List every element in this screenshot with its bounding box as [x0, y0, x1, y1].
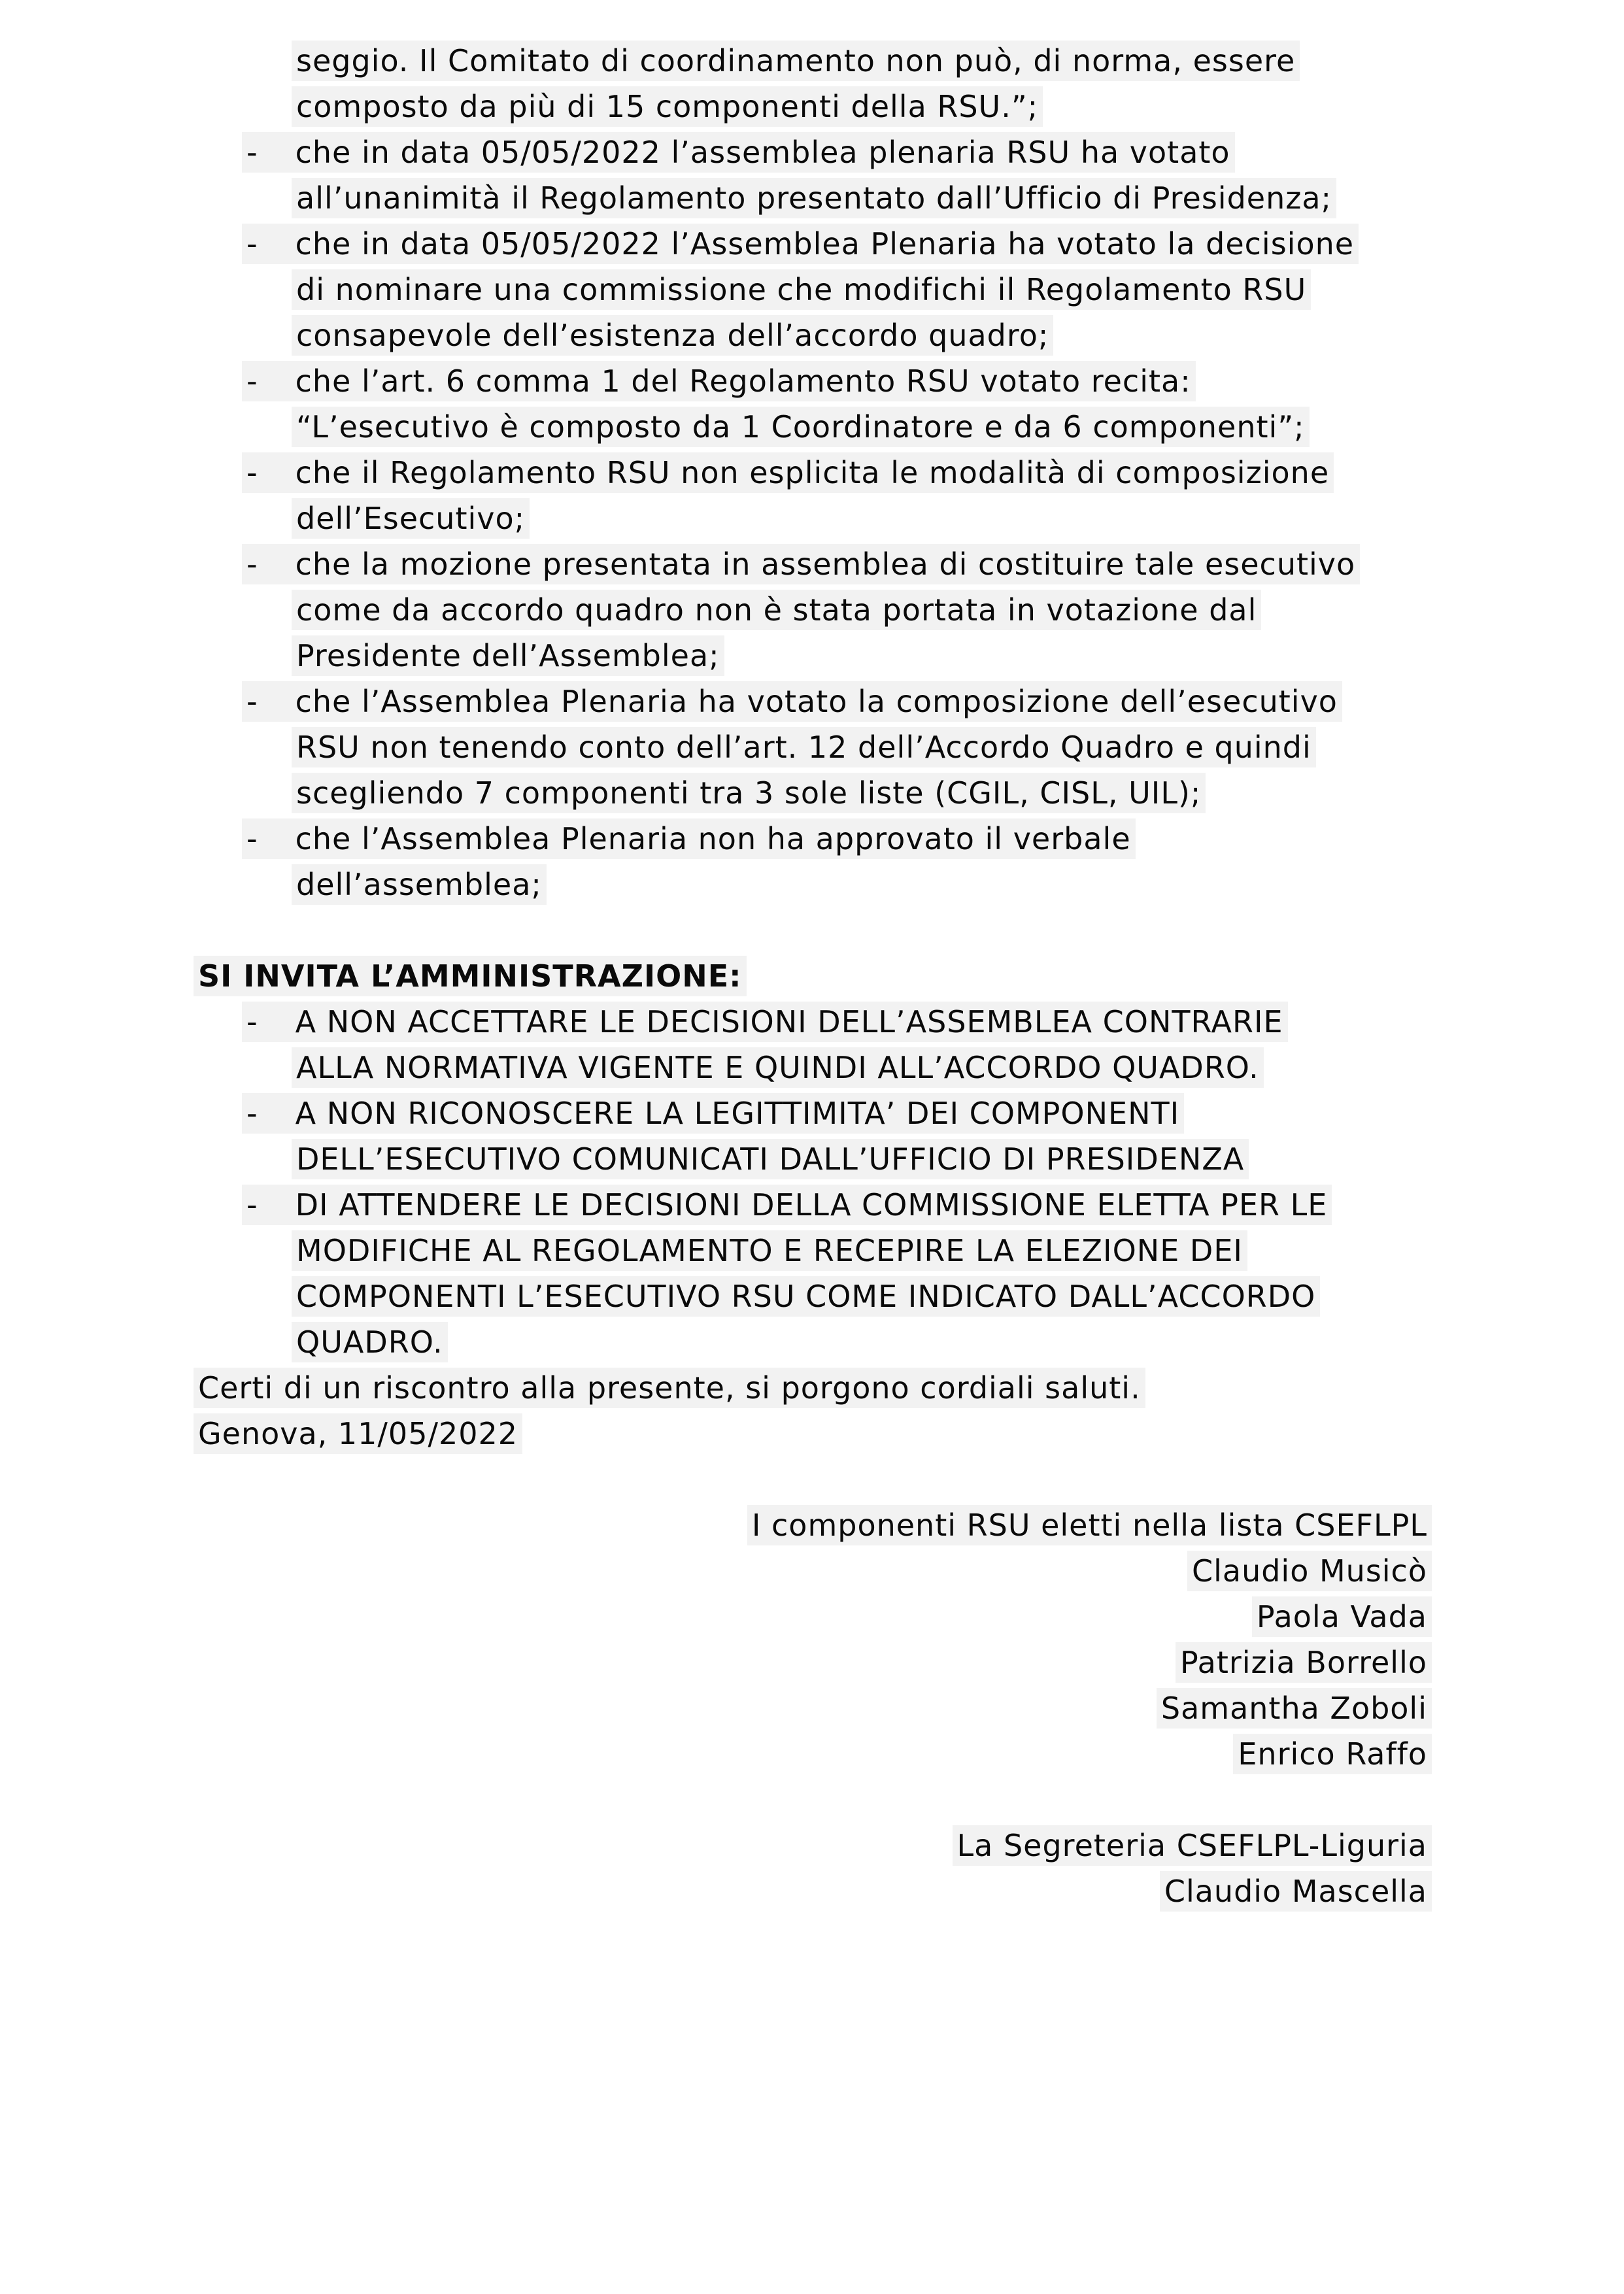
premise-bullet-continuation [292, 175, 1624, 221]
premise-bullet-item [242, 450, 1624, 496]
dateline: Genova, 11/05/2022 [194, 1413, 522, 1454]
invite-bullet-continuation [292, 1045, 1624, 1090]
invite-bullet-item [242, 1182, 1624, 1228]
bullet-marker: - [246, 821, 258, 856]
bullet-marker: - [246, 1187, 258, 1223]
intro-line [292, 38, 1624, 84]
premise-bullet-line: che l’Assemblea Plenaria ha votato la composizione dell’esecutivo [295, 684, 1338, 719]
signature-caption-row [0, 1502, 1432, 1548]
signatory-name: Patrizia Borrello [1176, 1642, 1432, 1683]
signature-caption: I componenti RSU eletti nella lista CSEFLPL [747, 1505, 1432, 1545]
bullet-marker: - [246, 363, 258, 399]
invite-bullet-line: A NON ACCETTARE LE DECISIONI DELL’ASSEMBLEA CONTRARIE [295, 1004, 1283, 1039]
signatory-row [0, 1594, 1432, 1640]
invite-bullet-line: QUADRO. [292, 1322, 448, 1362]
premise-bullet-continuation [292, 862, 1624, 907]
premise-bullet-line: che il Regolamento RSU non esplicita le modalità di composizione [295, 455, 1330, 490]
signatory-row [0, 1548, 1432, 1594]
premise-bullet-continuation [292, 404, 1624, 450]
closing-line: Certi di un riscontro alla presente, si porgono cordiali saluti. [194, 1368, 1145, 1408]
premise-bullet-line: come da accordo quadro non è stata portata in votazione dal [292, 590, 1261, 630]
premise-bullet-line: dell’assemblea; [292, 864, 547, 905]
signatory-name: Enrico Raffo [1233, 1734, 1432, 1774]
invite-heading-row [194, 953, 1624, 999]
premise-bullet-item [242, 221, 1624, 267]
bullet-marker: - [246, 547, 258, 582]
blank-line [0, 907, 1624, 953]
premise-bullet-continuation [292, 267, 1624, 312]
signatory-name: Claudio Musicò [1187, 1551, 1432, 1591]
signature-caption: La Segreteria CSEFLPL-Liguria [953, 1825, 1432, 1866]
intro-line-text: seggio. Il Comitato di coordinamento non può, di norma, essere [292, 41, 1300, 81]
bullet-marker: - [246, 455, 258, 490]
signature-caption-row [0, 1823, 1432, 1868]
bullet-marker: - [246, 1096, 258, 1131]
premise-bullet-line: che la mozione presentata in assemblea di costituire tale esecutivo [295, 547, 1356, 582]
invite-bullet-continuation [292, 1228, 1624, 1274]
dateline-row [194, 1411, 1624, 1457]
invite-bullet-continuation [292, 1136, 1624, 1182]
intro-line [292, 84, 1624, 129]
premise-bullet-line: Presidente dell’Assemblea; [292, 635, 724, 676]
bullet-marker: - [246, 1004, 258, 1039]
signatory-name: Samantha Zoboli [1157, 1688, 1432, 1729]
premise-bullet-continuation [292, 496, 1624, 541]
signatory-name: Paola Vada [1252, 1596, 1432, 1637]
premise-bullet-item [242, 129, 1624, 175]
bullet-marker: - [246, 226, 258, 261]
blank-line [0, 1777, 1624, 1823]
invite-bullet-line: ALLA NORMATIVA VIGENTE E QUINDI ALL’ACCORDO QUADRO. [292, 1047, 1264, 1088]
premise-bullet-item [242, 358, 1624, 404]
premise-bullet-line: di nominare una commissione che modifichi il Regolamento RSU [292, 269, 1311, 310]
invite-bullet-line: COMPONENTI L’ESECUTIVO RSU COME INDICATO DALL’ACCORDO [292, 1276, 1320, 1317]
premise-bullet-line: RSU non tenendo conto dell’art. 12 dell’Accordo Quadro e quindi [292, 727, 1316, 767]
invite-bullet-line: A NON RICONOSCERE LA LEGITTIMITA’ DEI COMPONENTI [295, 1096, 1180, 1131]
premise-bullet-continuation [292, 587, 1624, 633]
premise-bullet-line: che l’Assemblea Plenaria non ha approvato il verbale [295, 821, 1131, 856]
invite-bullet-line: DI ATTENDERE LE DECISIONI DELLA COMMISSIONE ELETTA PER LE [295, 1187, 1328, 1223]
premise-bullet-line: consapevole dell’esistenza dell’accordo quadro; [292, 315, 1053, 356]
premise-bullet-line: che l’art. 6 comma 1 del Regolamento RSU votato recita: [295, 363, 1191, 399]
premise-bullet-item [242, 541, 1624, 587]
invite-bullet-item [242, 1090, 1624, 1136]
premise-bullet-continuation [292, 770, 1624, 816]
intro-line-text: composto da più di 15 componenti della RSU.”; [292, 86, 1043, 127]
premise-bullet-line: che in data 05/05/2022 l’assemblea plenaria RSU ha votato [295, 135, 1230, 170]
letter-body [0, 38, 1624, 1914]
invite-bullet-continuation [292, 1274, 1624, 1319]
invite-bullet-line: MODIFICHE AL REGOLAMENTO E RECEPIRE LA ELEZIONE DEI [292, 1230, 1247, 1271]
premise-bullet-line: “L’esecutivo è composto da 1 Coordinatore e da 6 componenti”; [292, 407, 1310, 447]
premise-bullet-line: che in data 05/05/2022 l’Assemblea Plenaria ha votato la decisione [295, 226, 1355, 261]
premise-bullet-item [242, 679, 1624, 724]
invite-bullet-item [242, 999, 1624, 1045]
signatory-row [0, 1685, 1432, 1731]
premise-bullet-line: dell’Esecutivo; [292, 498, 530, 539]
bullet-marker: - [246, 684, 258, 719]
signatory-name: Claudio Mascella [1160, 1871, 1432, 1912]
premise-bullet-line: scegliendo 7 componenti tra 3 sole liste (CGIL, CISL, UIL); [292, 773, 1206, 813]
invite-bullet-line: DELL’ESECUTIVO COMUNICATI DALL’UFFICIO DI PRESIDENZA [292, 1139, 1249, 1179]
signatory-row [0, 1731, 1432, 1777]
premise-bullet-continuation [292, 312, 1624, 358]
signatory-row [0, 1640, 1432, 1685]
invite-bullet-continuation [292, 1319, 1624, 1365]
premise-bullet-continuation [292, 633, 1624, 679]
premise-bullet-item [242, 816, 1624, 862]
blank-line [0, 1457, 1624, 1502]
bullet-marker: - [246, 135, 258, 170]
invite-heading: SI INVITA L’AMMINISTRAZIONE: [194, 956, 747, 996]
premise-bullet-line: all’unanimità il Regolamento presentato dall’Ufficio di Presidenza; [292, 178, 1336, 218]
signatory-row [0, 1868, 1432, 1914]
premise-bullet-continuation [292, 724, 1624, 770]
closing-line-row [194, 1365, 1624, 1411]
